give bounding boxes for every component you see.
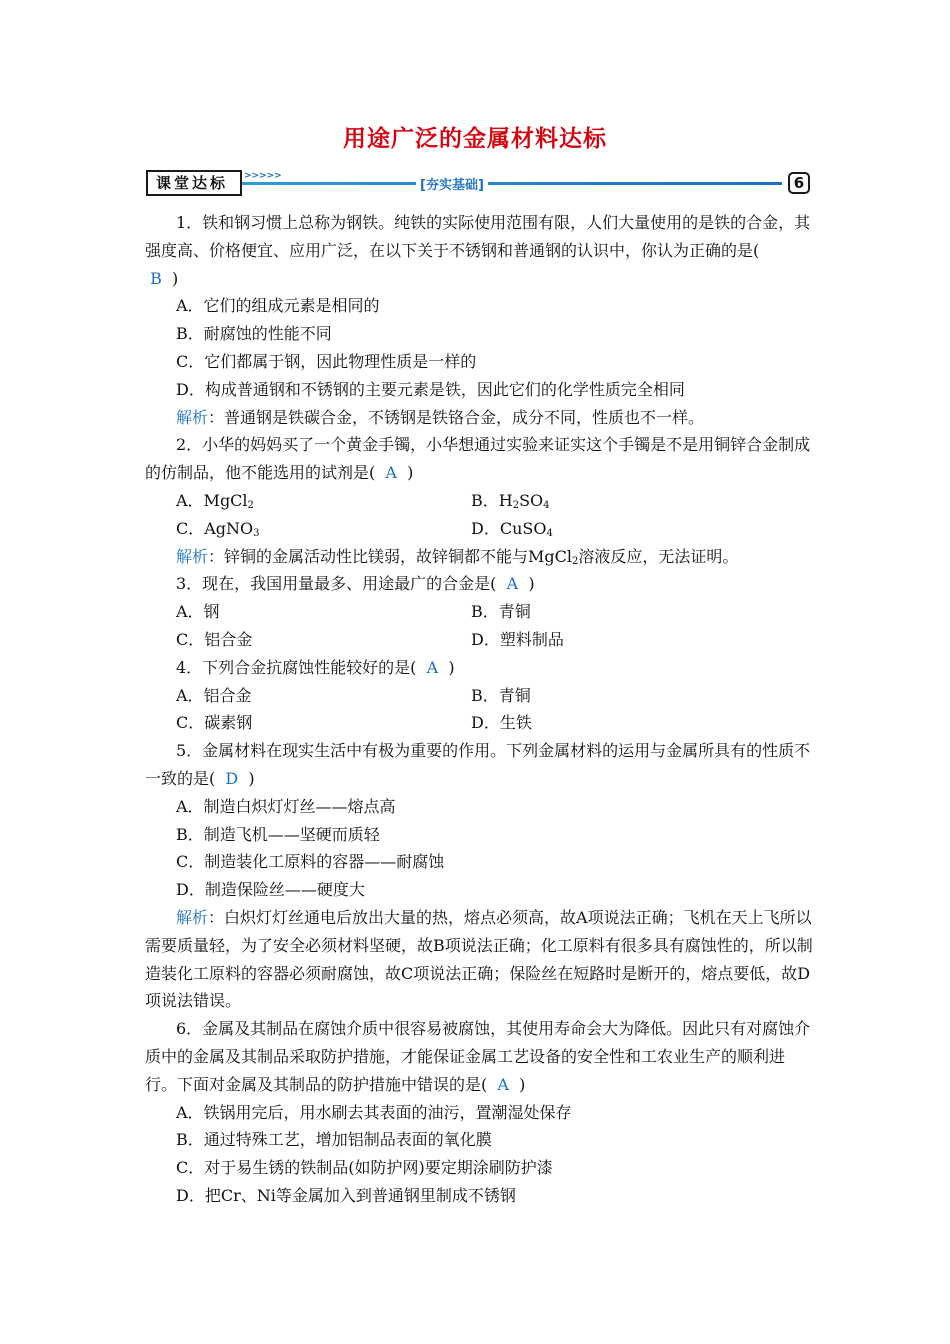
question-2-options-row-1 — [145, 487, 815, 515]
question-4-stem: 4．下列合金抗腐蚀性能较好的是( A ) — [176, 657, 455, 677]
section-banner — [146, 170, 816, 198]
question-1-option-a: A．它们的组成元素是相同的 — [176, 296, 380, 316]
question-6-option-a: A．铁锅用完后，用水刷去其表面的油污，置潮湿处保存 — [176, 1102, 572, 1122]
question-6-option-d: D．把Cr、Ni等金属加入到普通钢里制成不锈钢 — [176, 1185, 516, 1205]
question-6-answer: A — [497, 1074, 509, 1094]
question-3-stem: 3．现在，我国用量最多、用途最广的合金是( A ) — [176, 574, 535, 594]
question-1-option-c: C．它们都属于钢，因此物理性质是一样的 — [176, 351, 477, 371]
question-1-answer: B — [150, 268, 162, 288]
question-6-stem: 6．金属及其制品在腐蚀介质中很容易被腐蚀，其使用寿命会大为降低。因此只有对腐蚀介质中的金属及其制品采取防护措施，才能保证金属工艺设备的安全性和工农业生产的顺利进行。下面对金属及其制品的防护措施中错误的是( A ) — [145, 1019, 811, 1094]
question-1-option-d: D．构成普通钢和不锈钢的主要元素是铁，因此它们的化学性质完全相同 — [176, 379, 685, 399]
question-4-option-a: A．铝合金 — [176, 685, 252, 705]
question-4-option-b: B．青铜 — [471, 685, 531, 705]
question-5-option-c: C．制造装化工原料的容器——耐腐蚀 — [176, 852, 445, 872]
question-1-analysis: 解析：普通钢是铁碳合金，不锈钢是铁铬合金，成分不同，性质也不一样。 — [176, 407, 705, 427]
question-3-option-c: C．铝合金 — [176, 629, 253, 649]
question-2-option-d: D．CuSO$_4$ — [471, 518, 553, 539]
question-list — [145, 209, 815, 1210]
question-4-option-d: D．生铁 — [471, 713, 532, 733]
question-1-option-b: B．耐腐蚀的性能不同 — [176, 324, 332, 344]
question-2-option-b: B．$H_2SO_4$ — [471, 490, 550, 511]
question-2-analysis: 解析：锌铜的金属活动性比镁弱，故锌铜都不能与MgCl$_2$溶液反应，无法证明。 — [176, 546, 739, 567]
question-3-option-b: B．青铜 — [471, 602, 531, 622]
question-3-answer: A — [506, 574, 519, 594]
question-2-answer: A — [385, 463, 397, 483]
question-3-options-row-1 — [145, 598, 815, 626]
question-4-options-row-1 — [145, 682, 815, 710]
banner-number: 6 — [788, 172, 810, 194]
question-5-stem: 5．金属材料在现实生活中有极为重要的作用。下列金属材料的运用与金属所具有的性质不一致的是( D ) — [145, 741, 811, 788]
question-4-answer: A — [426, 657, 439, 677]
question-2-stem: 2．小华的妈妈买了一个黄金手镯，小华想通过实验来证实这个手镯是不是用铜锌合金制成的仿制品，他不能选用的试剂是( A ) — [145, 435, 811, 483]
question-2-option-c: C．AgNO$_3$ — [176, 518, 260, 539]
question-4-options-row-2 — [145, 709, 815, 737]
banner-arrows: >>>>> — [244, 171, 282, 181]
banner-subtitle: [夯实基础] — [416, 174, 488, 193]
question-6-option-b: B．通过特殊工艺，增加铝制品表面的氧化膜 — [176, 1130, 492, 1150]
question-5-option-b: B．制造飞机——坚硬而质轻 — [176, 824, 380, 844]
question-2-option-a: A．MgCl$_2$ — [176, 490, 254, 511]
question-2-options-row-2 — [145, 515, 815, 543]
question-3-option-d: D．塑料制品 — [471, 629, 564, 649]
question-4-option-c: C．碳素钢 — [176, 713, 253, 733]
question-3-option-a: A．钢 — [176, 602, 220, 622]
banner-rule — [242, 182, 782, 185]
banner-badge: 课堂达标 — [146, 170, 242, 196]
question-5-option-d: D．制造保险丝——硬度大 — [176, 880, 365, 900]
question-5-analysis: 解析：白炽灯灯丝通电后放出大量的热，熔点必须高，故A项说法正确；飞机在天上飞所以需要质量轻，为了安全必须材料坚硬，故B项说法正确；化工原料有很多具有腐蚀性的，所以制造装化工原料的容器必须耐腐蚀，故C项说法正确；保险丝在短路时是断开的，熔点要低，故D项说法错误。 — [145, 907, 813, 1011]
page-title: 用途广泛的金属材料达标 — [343, 126, 607, 152]
question-5-option-a: A．制造白炽灯灯丝——熔点高 — [176, 796, 396, 816]
question-3-options-row-2 — [145, 626, 815, 654]
question-6-option-c: C．对于易生锈的铁制品(如防护网)要定期涂刷防护漆 — [176, 1158, 553, 1178]
question-5-answer: D — [225, 768, 239, 788]
question-1-stem: 1．铁和钢习惯上总称为钢铁。纯铁的实际使用范围有限，人们大量使用的是铁的合金，其强度高、价格便宜、应用广泛，在以下关于不锈钢和普通钢的认识中，你认为正确的是( B ) — [145, 213, 811, 288]
